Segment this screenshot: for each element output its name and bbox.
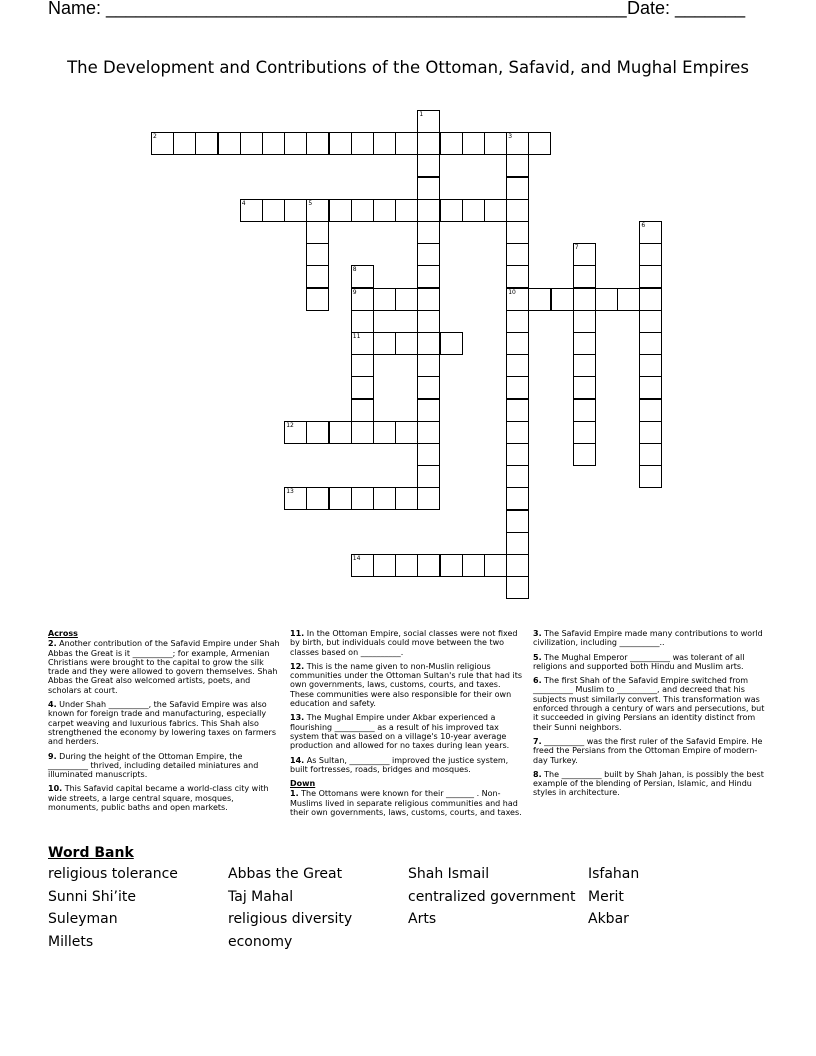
- clue-number: 6: [641, 222, 646, 229]
- clue-item: [290, 789, 522, 817]
- crossword-cell[interactable]: [306, 421, 329, 444]
- clue-number-label: 10.: [48, 784, 63, 794]
- clue-item: [290, 756, 522, 775]
- crossword-cell[interactable]: [329, 199, 352, 222]
- crossword-cell[interactable]: [506, 399, 529, 422]
- crossword-cell[interactable]: [417, 132, 440, 155]
- crossword-cell[interactable]: [373, 487, 396, 510]
- clue-number-label: 7.: [533, 736, 542, 746]
- clue-number-label: 6.: [533, 676, 542, 686]
- clue-number: 1: [419, 111, 424, 118]
- clue-item: [290, 713, 522, 750]
- crossword-cell[interactable]: [551, 288, 574, 311]
- crossword-cell[interactable]: [351, 421, 374, 444]
- crossword-cell[interactable]: [506, 265, 529, 288]
- crossword-cell[interactable]: [195, 132, 218, 155]
- clue-text: The Mughal Empire under Akbar experienced a flourishing __________ as a result of his improved tax system that was based on a village's 10-year average production and allowed for no taxes during lean years.: [290, 713, 510, 751]
- crossword-cell[interactable]: [306, 265, 329, 288]
- clue-number: 5: [308, 199, 313, 207]
- word-bank-item: centralized government: [408, 888, 576, 905]
- clue-number-label: 11.: [290, 629, 305, 638]
- word-bank-item: Millets: [48, 934, 94, 951]
- crossword-cell[interactable]: [528, 132, 551, 155]
- crossword-cell[interactable]: [351, 487, 374, 510]
- clue-text: The Ottomans were known for their _______ . Non-Muslims lived in separate religious communities and had their own governments, laws, customs, courts, and taxes.: [290, 789, 522, 818]
- clue-text: The Mughal Emperor __________ was tolerant of all religions and supported both Hindu and Muslim arts.: [533, 652, 745, 671]
- clue-number-label: 4.: [48, 700, 57, 710]
- page-title: The Development and Contributions of the Ottoman, Safavid, and Mughal Empires: [67, 58, 749, 77]
- crossword-cell[interactable]: [573, 421, 596, 444]
- crossword-cell[interactable]: [240, 132, 263, 155]
- crossword-cell[interactable]: [417, 154, 440, 177]
- crossword-cell[interactable]: [373, 332, 396, 355]
- crossword-cell[interactable]: [351, 354, 374, 377]
- crossword-cell[interactable]: [284, 132, 307, 155]
- clue-item: [48, 752, 280, 780]
- crossword-cell[interactable]: [417, 443, 440, 466]
- crossword-cell[interactable]: [284, 199, 307, 222]
- crossword-cell[interactable]: [351, 310, 374, 333]
- word-bank-item: religious tolerance: [48, 866, 178, 882]
- crossword-cell[interactable]: [417, 221, 440, 244]
- crossword-cell[interactable]: [506, 487, 529, 510]
- clue-text: The first Shah of the Safavid Empire switched from __________ Muslim to __________, and decreed that his subjects must similarly convert. This transformation was enforced through a century of wars and persecutions, but it succeeded in giving Persians an identity distinct from their Sunni neighbors.: [533, 676, 765, 732]
- crossword-cell[interactable]: [218, 132, 241, 155]
- crossword-cell[interactable]: [639, 310, 662, 333]
- crossword-cell[interactable]: [306, 487, 329, 510]
- crossword-cell[interactable]: [573, 354, 596, 377]
- crossword-cell[interactable]: [417, 332, 440, 355]
- clue-number-label: 12.: [290, 661, 305, 671]
- crossword-cell[interactable]: [506, 199, 529, 222]
- clue-number-label: 2.: [48, 639, 57, 649]
- crossword-cell[interactable]: [417, 288, 440, 311]
- crossword-cell[interactable]: [506, 154, 529, 177]
- word-bank-item: economy: [228, 934, 293, 951]
- clue-number: 8: [352, 266, 357, 274]
- clue-section-heading: Down: [290, 779, 316, 789]
- crossword-cell[interactable]: [639, 443, 662, 466]
- date-field-label: Date: _______: [627, 0, 746, 18]
- crossword-cell[interactable]: [506, 443, 529, 466]
- clue-number: 3: [508, 133, 513, 141]
- crossword-cell[interactable]: [395, 332, 418, 355]
- clue-number: 13: [286, 488, 294, 496]
- crossword-cell[interactable]: [573, 288, 596, 311]
- crossword-cell[interactable]: [306, 288, 329, 311]
- clue-number-label: 1.: [290, 789, 299, 799]
- crossword-cell[interactable]: [573, 399, 596, 422]
- crossword-cell[interactable]: [417, 199, 440, 222]
- clue-number-label: 13.: [290, 713, 305, 723]
- clue-number: 11: [352, 333, 361, 340]
- clue-text: During the height of the Ottoman Empire, the __________ thrived, including detailed miniatures and illuminated manuscripts.: [48, 751, 259, 780]
- crossword-cell[interactable]: [573, 310, 596, 333]
- crossword-cell[interactable]: [306, 243, 329, 266]
- crossword-cell[interactable]: [351, 132, 374, 155]
- crossword-cell[interactable]: [151, 132, 174, 155]
- crossword-cell[interactable]: [506, 510, 529, 533]
- clue-item: [48, 700, 280, 746]
- crossword-cell[interactable]: [395, 132, 418, 155]
- crossword-cell[interactable]: [351, 376, 374, 399]
- crossword-cell[interactable]: [417, 354, 440, 377]
- clue-number: 12: [286, 421, 294, 429]
- crossword-cell[interactable]: [329, 421, 352, 444]
- clue-text: __________ was the first ruler of the Safavid Empire. He freed the Persians from the Ottoman Empire of modern-day Turkey.: [533, 736, 763, 765]
- crossword-cell[interactable]: [484, 199, 507, 222]
- clues-column-3: [533, 629, 765, 803]
- crossword-cell[interactable]: [417, 399, 440, 422]
- clue-text: The Safavid Empire made many contributions to world civilization, including __________..: [533, 629, 763, 648]
- crossword-cell[interactable]: [240, 199, 263, 222]
- crossword-cell[interactable]: [395, 288, 418, 311]
- clue-item: [48, 639, 280, 695]
- clue-number: 4: [241, 199, 246, 207]
- word-bank-item: Merit: [588, 888, 624, 905]
- crossword-cell[interactable]: [573, 243, 596, 266]
- clue-number-label: 9.: [48, 751, 57, 761]
- clue-number-label: 8.: [533, 769, 542, 779]
- crossword-cell[interactable]: [484, 132, 507, 155]
- clue-number: 14: [352, 555, 361, 562]
- crossword-cell[interactable]: [173, 132, 196, 155]
- crossword-cell[interactable]: [417, 554, 440, 577]
- crossword-cell[interactable]: [329, 487, 352, 510]
- clue-item: [533, 770, 765, 798]
- crossword-cell[interactable]: [417, 376, 440, 399]
- crossword-cell[interactable]: [417, 487, 440, 510]
- clue-text: This is the name given to non-Muslin religious communities under the Ottoman Sultan's rule that had its own governments, laws, customs, courts, and taxes. These communities were also responsible for their own education and safety.: [290, 661, 522, 709]
- clue-item: [48, 784, 280, 812]
- clue-item: [533, 653, 765, 672]
- crossword-cell[interactable]: [417, 243, 440, 266]
- crossword-cell[interactable]: [417, 177, 440, 200]
- crossword-cell[interactable]: [351, 199, 374, 222]
- crossword-cell[interactable]: [284, 487, 307, 510]
- crossword-cell[interactable]: [639, 376, 662, 399]
- clue-item: [533, 676, 765, 732]
- word-bank-item: religious diversity: [228, 911, 353, 928]
- crossword-cell[interactable]: [462, 554, 485, 577]
- crossword-cell[interactable]: [639, 399, 662, 422]
- crossword-cell[interactable]: [573, 376, 596, 399]
- crossword-cell[interactable]: [639, 243, 662, 266]
- word-bank-item: Abbas the Great: [228, 866, 343, 882]
- crossword-cell[interactable]: [506, 310, 529, 333]
- clue-text: Another contribution of the Safavid Empire under Shah Abbas the Great is it __________; for example, Armenian Christians were brought to the capital to grow the silk trade and they were allowed to govern themselves. Shah Abbas the Great also welcomed artists, poets, and scholars at court.: [48, 639, 280, 695]
- clue-text: In the Ottoman Empire, social classes were not fixed by birth, but individuals could move between the two classes based on __________.: [290, 629, 518, 657]
- crossword-cell[interactable]: [417, 465, 440, 488]
- crossword-cell[interactable]: [440, 554, 463, 577]
- crossword-cell[interactable]: [417, 421, 440, 444]
- crossword-cell[interactable]: [351, 399, 374, 422]
- crossword-cell[interactable]: [262, 132, 285, 155]
- clue-item: [533, 629, 765, 648]
- crossword-cell[interactable]: [462, 199, 485, 222]
- crossword-cell[interactable]: [373, 132, 396, 155]
- word-bank-title: Word Bank: [48, 845, 134, 861]
- clue-number: 2: [153, 133, 157, 141]
- crossword-cell[interactable]: [306, 132, 329, 155]
- crossword-cell[interactable]: [639, 265, 662, 288]
- crossword-cell[interactable]: [395, 487, 418, 510]
- clue-item: [533, 737, 765, 765]
- crossword-cell[interactable]: [639, 465, 662, 488]
- word-bank-item: Taj Mahal: [228, 888, 294, 905]
- crossword-cell[interactable]: [528, 288, 551, 311]
- clue-number-label: 5.: [533, 652, 542, 662]
- crossword-cell[interactable]: [462, 132, 485, 155]
- clues-column-1: [48, 629, 280, 817]
- clue-number-label: 14.: [290, 755, 305, 765]
- word-bank-item: Isfahan: [588, 866, 640, 882]
- clue-number: 9: [352, 288, 357, 296]
- crossword-cell[interactable]: [395, 554, 418, 577]
- clue-text: Under Shah __________, the Safavid Empire was also known for foreign trade and manufacturing, especially carpet weaving and luxurious fabrics. This Shah also strengthened the economy by lowering taxes on farmers and herders.: [48, 700, 276, 747]
- crossword-cell[interactable]: [639, 332, 662, 355]
- crossword-cell[interactable]: [639, 288, 662, 311]
- name-field-label: Name: ____________________________________________________: [48, 0, 627, 18]
- crossword-cell[interactable]: [506, 354, 529, 377]
- crossword-cell[interactable]: [351, 288, 374, 311]
- crossword-cell[interactable]: [306, 221, 329, 244]
- clue-text: The __________ built by Shah Jahan, is possibly the best example of the blending of Persian, Islamic, and Hindu styles in architecture.: [533, 769, 764, 798]
- crossword-cell[interactable]: [595, 288, 618, 311]
- word-bank-item: Arts: [408, 911, 437, 928]
- crossword-cell[interactable]: [262, 199, 285, 222]
- crossword-cell[interactable]: [440, 199, 463, 222]
- crossword-cell[interactable]: [373, 199, 396, 222]
- crossword-cell[interactable]: [373, 421, 396, 444]
- clue-item: [290, 662, 522, 708]
- clue-number-label: 3.: [533, 629, 542, 638]
- crossword-cell[interactable]: [506, 221, 529, 244]
- crossword-cell[interactable]: [440, 132, 463, 155]
- crossword-cell[interactable]: [417, 265, 440, 288]
- crossword-cell[interactable]: [417, 110, 440, 133]
- crossword-cell[interactable]: [306, 199, 329, 222]
- clue-number: 7: [574, 244, 579, 252]
- crossword-cell[interactable]: [351, 554, 374, 577]
- crossword-cell[interactable]: [639, 221, 662, 244]
- crossword-cell[interactable]: [484, 554, 507, 577]
- clue-text: As Sultan, __________ improved the justice system, built fortresses, roads, bridges and mosques.: [290, 755, 509, 774]
- clue-text: This Safavid capital became a world-class city with wide streets, a large central square, mosques, monuments, public baths and open markets.: [48, 784, 269, 813]
- crossword-cell[interactable]: [506, 532, 529, 555]
- crossword-cell[interactable]: [506, 465, 529, 488]
- word-bank-item: Akbar: [588, 911, 629, 928]
- crossword-cell[interactable]: [329, 132, 352, 155]
- crossword-cell[interactable]: [440, 332, 463, 355]
- clue-item: [290, 629, 522, 657]
- crossword-cell[interactable]: [373, 554, 396, 577]
- crossword-cell[interactable]: [573, 332, 596, 355]
- word-bank-item: Suleyman: [48, 911, 118, 928]
- crossword-cell[interactable]: [573, 265, 596, 288]
- crossword-cell[interactable]: [284, 421, 307, 444]
- crossword-cell[interactable]: [506, 554, 529, 577]
- clue-number: 10: [508, 288, 516, 296]
- crossword-cell[interactable]: [373, 288, 396, 311]
- crossword-cell[interactable]: [506, 132, 529, 155]
- crossword-cell[interactable]: [639, 354, 662, 377]
- crossword-cell[interactable]: [639, 421, 662, 444]
- crossword-cell[interactable]: [506, 421, 529, 444]
- crossword-cell[interactable]: [395, 199, 418, 222]
- word-bank-item: Shah Ismail: [408, 866, 490, 882]
- clues-column-2: [290, 629, 522, 822]
- word-bank-item: Sunni Shi’ite: [48, 888, 136, 905]
- crossword-cell[interactable]: [417, 310, 440, 333]
- crossword-cell[interactable]: [506, 288, 529, 311]
- clue-section-heading: Across: [48, 629, 78, 638]
- crossword-cell[interactable]: [506, 332, 529, 355]
- crossword-cell[interactable]: [351, 332, 374, 355]
- crossword-cell[interactable]: [617, 288, 640, 311]
- crossword-cell[interactable]: [506, 576, 529, 599]
- crossword-cell[interactable]: [351, 265, 374, 288]
- crossword-cell[interactable]: [506, 243, 529, 266]
- crossword-cell[interactable]: [573, 443, 596, 466]
- crossword-cell[interactable]: [506, 376, 529, 399]
- crossword-cell[interactable]: [395, 421, 418, 444]
- crossword-cell[interactable]: [506, 177, 529, 200]
